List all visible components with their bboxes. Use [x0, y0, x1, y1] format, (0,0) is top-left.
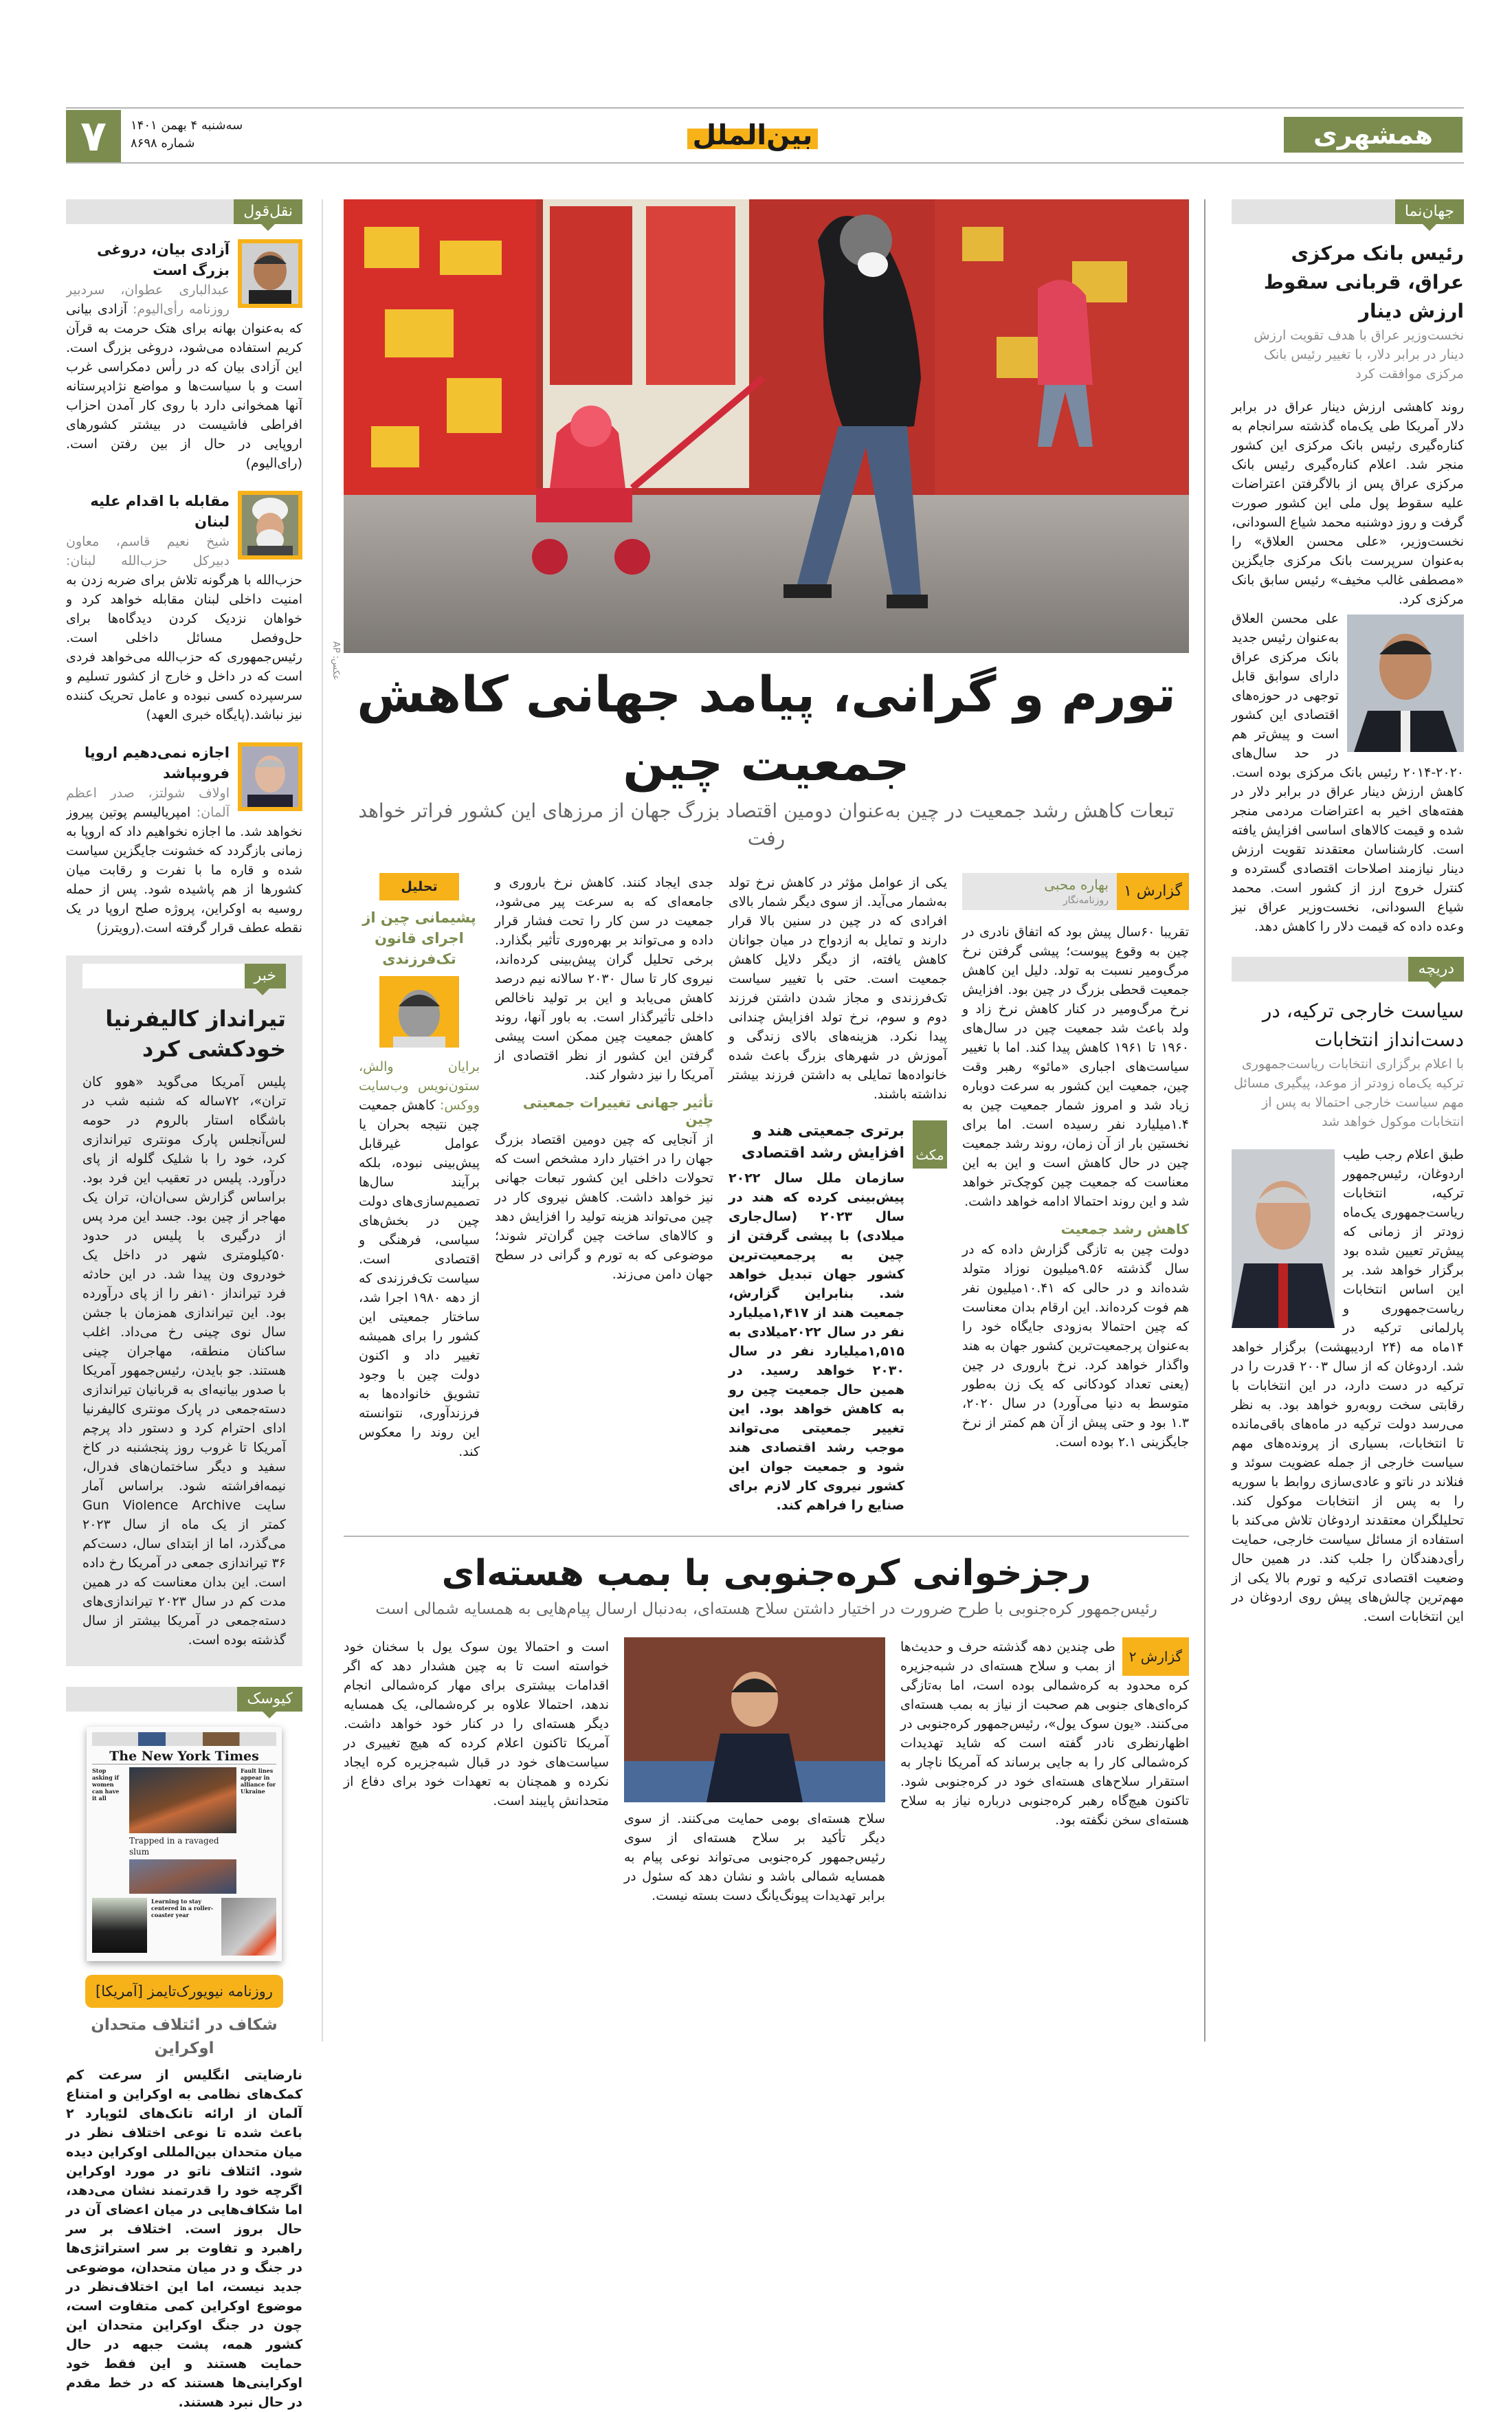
issue-date: سه‌شنبه ۴ بهمن ۱۴۰۱	[131, 118, 243, 133]
main-story-columns	[344, 873, 1189, 1515]
quote-title: مقابله با اقدام علیه لبنان	[90, 493, 230, 530]
analysis-byline: برایان والش، ستون‌نویس وب‌سایت ووکس:	[359, 1059, 480, 1113]
newspaper-logo: همشهری	[1284, 117, 1463, 153]
report1-subheading: کاهش رشد جمعیت	[1060, 1221, 1189, 1237]
quote-speaker: عبدالباری عطوان، سردبیر روزنامه رأی‌الیوم:	[66, 283, 230, 317]
jahannama-section-header	[1232, 199, 1464, 224]
jahannama-body-2: علی محسن العلاق به‌عنوان رئیس جدید بانک مرکزی عراق دارای سوابق قابل توجهی در حوزه‌های اقتصادی این کشور است و پیش‌تر هم در حد سال‌های ۲۰۲۰-۲۰۱۴ رئیس بانک مرکزی بوده است. کاهش ارزش دینار عراق در برابر دلار در هفته‌های اخیر به اعتراضات مردمی منجر شده و قیمت کالاهای اساسی افزایش یافته است. کارشناسان معتقدند تقویت ارزش دینار نیازمند اصلاحات اقتصادی گسترده و کنترل خروج ارز از کشور است. محمد شیاع السودانی، نخست‌وزیر عراق نیز وعده داده که قیمت دلار را کاهش دهد.	[1232, 611, 1464, 934]
nyt-lead-headline: Trapped in a ravaged slum	[129, 1836, 219, 1857]
main-headline: تورم و گرانی، پیامد جهانی کاهش جمعیت چین	[357, 665, 1176, 792]
news-box	[66, 955, 302, 1666]
report1-tag: گزارش ۱	[1117, 873, 1189, 910]
author-name: بهاره محبی	[1044, 876, 1109, 893]
issue-number: شماره ۸۶۹۸	[131, 136, 195, 151]
center-column	[344, 199, 1189, 1905]
quote-body: آزادی بیانی که به‌عنوان بهانه برای هتک حرمت به قرآن کریم استفاده می‌شود، دروغی بزرگ است. این آزادی بیان که در رأس دمکراسی غرب است و با سیاست‌ها و مواضع نژادپرستانه آنها همخوانی دارد با روی کار آمدن احزاب افراطی فاشیست در بیشتر کشورهای اروپایی در حال از بین رفتن است.(رای‌الیوم)	[66, 302, 302, 471]
nyt-lead-photo	[129, 1767, 236, 1833]
quotes-section-header	[66, 199, 302, 224]
nyt-bottom-photo	[92, 1898, 147, 1953]
portrait-atwan	[238, 239, 302, 308]
main-column-2-wrap	[729, 873, 947, 1515]
mokth-content	[729, 1120, 904, 1515]
photo-iraqi-official	[1347, 615, 1464, 752]
news-tag: خبر	[245, 964, 286, 988]
kiosk-section-header	[66, 1687, 302, 1712]
dariche-lead: با اعلام برگزاری انتخابات ریاست‌جمهوری ترکیه یک‌ماه زودتر از موعد، پیگیری مسائل مهم سیاست خارجی احتمالا به پس از انتخابات موکول خواهد شد	[1234, 1056, 1464, 1129]
main-photo-china-new-year	[344, 199, 1189, 653]
quote-text	[66, 532, 302, 724]
korea-headline: رجزخوانی کره‌جنوبی با بمب هسته‌ای	[441, 1553, 1091, 1594]
section-title: بین‌الملل	[687, 118, 818, 153]
quote-item	[66, 239, 302, 473]
quote-item	[66, 491, 302, 724]
report1-body-continued: دولت چین به تازگی گزارش داده که در سال گذشته ۹.۵۶میلیون نوزاد متولد شده‌اند و در حالی که ۱۰.۴۱میلیون نفر هم فوت کرده‌اند. این ارقام بدان معناست که چین احتمالا به‌زودی جایگاه خود را به‌عنوان پرجمعیت‌ترین کشور جهان به هند واگذار خواهد کرد. نرخ باروری در چین (یعنی تعداد کودکانی که یک زن به‌طور متوسط به دنیا می‌آورد) در سال ۲۰۲۰، ۱.۳ بود و حتی پیش از آن هم کمتر از نرخ جایگزینی ۲.۱ بوده است.	[962, 1242, 1189, 1450]
main-column-3-wrap	[495, 873, 713, 1284]
quote-speaker: شیخ نعیم قاسم، معاون دبیرکل حزب‌الله لبنان:	[66, 534, 230, 568]
nyt-second-photo	[129, 1859, 236, 1894]
main-column-2: یکی از عوامل مؤثر در کاهش نرخ تولد به‌شمار می‌آید. از سوی دیگر شمار بالای افرادی که در چین در سنین بالا قرار دارند و تمایل به ازدواج در میان جوانان کاهش یافته، از دیگر دلایل کاهش جمعیت است. حتی با تغییر سیاست تک‌فرزندی و مجاز شدن داشتن فرزند دوم و سوم، نرخ تولد افزایش چندانی پیدا نکرد. هزینه‌های بالای زندگی و آموزش در شهرهای بزرگ باعث شده خانواده‌ها تمایلی به داشتن فرزند بیشتر نداشته باشند.	[729, 875, 947, 1102]
mokth-tag: مکث	[913, 1120, 947, 1169]
nyt-ad-image	[221, 1898, 276, 1956]
analysis-tag: تحلیل	[379, 873, 459, 900]
analysis-body: کاهش جمعیت چین نتیجه بحران یا عوامل غیرقابل پیش‌بینی نبوده، بلکه برآیند سال‌ها تصمیم‌سازی‌های دولت چین در بخش‌های سیاسی، فرهنگی و اقتصادی است. سیاست تک‌فرزندی که از دهه ۱۹۸۰ اجرا شد، ساختار جمعیتی این کشور را برای همیشه تغییر داد و اکنون دولت چین با وجود تشویق خانواده‌ها به فرزندآوری، نتوانسته این روند را معکوس کند.	[359, 1098, 480, 1459]
left-column	[66, 199, 302, 2412]
report1-byline-bar	[962, 873, 1189, 910]
mokth-box	[729, 1120, 947, 1515]
kiosk-paper-name: روزنامه نیویورک‌تایمز [آمریکا]	[85, 1975, 283, 2008]
portrait-scholz	[238, 742, 302, 811]
dariche-tag: دریچه	[1408, 957, 1464, 982]
dariche-body: طبق اعلام رجب طیب اردوغان، رئیس‌جمهور ترکیه، انتخابات ریاست‌جمهوری یک‌ماه زودتر از زمانی که پیش‌تر تعیین شده بود برگزار خواهد شد. بر این اساس انتخابات ریاست‌جمهوری و پارلمانی ترکیه در ۱۴ماه مه (۲۴ اردیبهشت) برگزار خواهد شد. اردوغان که از سال ۲۰۰۳ قدرت را در ترکیه در دست دارد، در این انتخابات با رقابتی سخت روبه‌رو خواهد بود. به نظر می‌رسد دولت ترکیه در ماه‌های باقی‌مانده تا انتخابات، بسیاری از پرونده‌های مهم سیاست خارجی از جمله عضویت سوئد و فنلاند در ناتو و عادی‌سازی روابط با سوریه را به پس از انتخابات موکول کند. تحلیلگران معتقدند اردوغان تلاش می‌کند با استفاده از مسائل سیاست خارجی، حمایت رأی‌دهندگان را جلب کند. در همین حال وضعیت اقتصادی ترکیه و تورم بالا یکی از مهم‌ترین چالش‌های پیش روی اردوغان در این انتخابات است.	[1232, 1147, 1465, 1624]
masthead-bottom-rule	[66, 162, 1464, 164]
kiosk-title: شکاف در ائتلاف متحدان اوکراین	[91, 2016, 278, 2057]
korea-subhead: رئیس‌جمهور کره‌جنوبی با طرح ضرورت در اختیار داشتن سلاح هسته‌ای، به‌دنبال ارسال پیام‌هایی به همسایه شمالی است	[375, 1600, 1157, 1618]
mokth-title: برتری جمعیتی هند و افزایش رشد اقتصادی	[741, 1122, 904, 1162]
korea-middle-column	[624, 1637, 885, 1905]
right-column	[1232, 199, 1464, 1626]
analysis-title: پشیمانی چین از اجرای قانون تک‌فرزندی	[362, 909, 476, 967]
jahannama-title: رئیس بانک مرکزی عراق، قربانی سقوط ارزش دینار	[1263, 242, 1464, 322]
photo-yoon-suk-yeol	[624, 1637, 885, 1802]
mokth-body: سازمان ملل سال ۲۰۲۲ پیش‌بینی کرده که هند در سال ۲۰۲۳ (سال‌جاری میلادی) با پیشی گرفتن از چین به پرجمعیت‌ترین کشور جهان تبدیل خواهد شد. بنابراین گزارش، جمعیت هند از ۱,۴۱۷میلیارد نفر در سال ۲۰۲۲میلادی به ۱,۵۱۵میلیارد نفر در سال ۲۰۳۰ خواهد رسید. در همین حال جمعیت چین رو به کاهش خواهد بود. این تغییر جمعیتی می‌تواند موجب رشد اقتصادی هند شود و جمعیت جوان این کشور نیروی کار لازم برای صنایع را فراهم کند.	[729, 1171, 904, 1513]
jahannama-lead: نخست‌وزیر عراق با هدف تقویت ارزش دینار در برابر دلار، با تغییر رئیس بانک مرکزی موافقت کرد	[1254, 328, 1464, 381]
portrait-qassem	[238, 491, 302, 560]
dariche-title: سیاست خارجی ترکیه، در دست‌انداز انتخابات	[1262, 999, 1464, 1051]
quote-body: امپریالیسم پوتین پیروز نخواهد شد. ما اجازه نخواهیم داد که اروپا به زمانی بازگردد که خشونت جایگزین سیاست شده و قاره ما با نفرت و رقابت میان کشورها از هم پاشیده شود. پس از حمله روسیه به اوکراین، پروژه صلح اروپا در یک نقطه عطف قرار گرفته است.(رویترز)	[66, 805, 302, 936]
column3-subheading: تأثیر جهانی تغییرات جمعیتی چین	[522, 1094, 713, 1127]
korea-column-2: سلاح هسته‌ای بومی حمایت می‌کنند. از سوی دیگر تأکید بر سلاح هسته‌ای از سوی رئیس‌جمهور کره‌جنوبی می‌تواند نوعی پیام به همسایه شمالی باشد و نشان دهد که سئول در برابر تهدیدات پیونگ‌یانگ دست بسته نیست.	[624, 1811, 885, 1903]
jahannama-body: روند کاهشی ارزش دینار عراق در برابر دلار آمریکا طی یک‌ماه گذشته سرانجام به کناره‌گیری رئیس بانک مرکزی این کشور منجر شد. اعلام کناره‌گیری رئیس بانک مرکزی عراق پس از بالاگرفتن اعتراضات علیه سقوط پول ملی این کشور صورت گرفت و روز دوشنبه محمد شیاع السودانی، نخست‌وزیر، «علی محسن العلاق» را به‌عنوان سرپرست بانک مرکزی جایگزین «مصطفی غالب مخیف» رئیس سابق بانک مرکزی کرد.	[1232, 399, 1464, 607]
spacer	[1232, 936, 1464, 957]
nyt-front-page-image	[87, 1727, 282, 1961]
nyt-right-headline: Fault lines appear in alliance for Ukraine	[241, 1767, 276, 1795]
quote-speaker: اولاف شولتز، صدر اعظم آلمان:	[66, 786, 230, 820]
jahannama-tag: جهان‌نما	[1395, 199, 1464, 224]
news-title: تیرانداز کالیفرنیا خودکشی کرد	[105, 1006, 286, 1062]
nyt-masthead: The New York Times	[92, 1749, 276, 1764]
main-subhead: تبعات کاهش رشد جمعیت در چین به‌عنوان دومین اقتصاد بزرگ جهان از مرزهای این کشور فراتر خواهد رفت	[358, 799, 1175, 850]
report1-column	[962, 873, 1189, 1452]
quote-title: اجازه نمی‌دهیم اروپا فروبپاشد	[84, 744, 230, 782]
quote-body: حزب‌الله با هرگونه تلاش برای ضربه زدن به امنیت داخلی لبنان مقابله خواهد کرد و خواهان نزدیک کردن دیدگاه‌ها برای حل‌وفصل مسائل داخلی است. رئیس‌جمهوری که حزب‌الله می‌خواهد فردی است که در داخل و خارج از کشور تسلیم و سرسپرده کسی نبوده و عامل تحریک کننده نیز نباشد.(پایگاه خبری العهد)	[66, 573, 302, 722]
issue-info	[131, 117, 296, 153]
korea-column-1-text: طی چندین دهه گذشته حرف و حدیث‌ها از بمب و سلاح هسته‌ای در شبه‌جزیره کره محدود به کره‌شمالی بوده است، اما به‌تازگی کره‌ای‌های جنوبی هم صحبت از نیاز به بمب هسته‌ای می‌کنند. «یون سوک یول»، رئیس‌جمهور کره‌جنوبی در اظهارنظری نادر گفته است که شاید تهدیدات کره‌شمالی کار را به جایی برساند که آمریکا ناچار به استقرار سلاح‌های هسته‌ای خود در کره‌جنوبی شود. تاکنون هیچ‌گاه رهبر کره‌جنوبی درباره نیاز به سلاح هسته‌ای سخن نگفته بود.	[900, 1639, 1189, 1828]
author-block	[1036, 873, 1117, 910]
report2-tag: گزارش ۲	[1122, 1637, 1189, 1676]
author-role: روزنامه‌نگار	[1063, 895, 1109, 906]
kiosk-body: نارضایتی انگلیس از سرعت کم کمک‌های نظامی به اوکراین و امتناع آلمان از ارائه تانک‌های لئوپارد ۲ باعث شده تا نوعی اختلاف نظر در میان متحدان بین‌المللی اوکراین دیده شود. ائتلاف ناتو در مورد اوکراین اگرچه خود را قدرتمند نشان می‌دهد، اما شکاف‌هایی در میان اعضای آن در حال بروز است. اختلاف بر سر راهبرد و تفاوت بر سر استراتژی‌ها در جنگ و در میان متحدان، موضوعی جدید نیست، اما این اختلاف‌نظر در موضوع اوکراین کمی متفاوت است، چون در جنگ اوکراین متحدان این کشور همه، پشت جبهه در حال حمایت هستند و این فقط خود اوکراینی‌ها هستند که در خط مقدم در حال نبرد هستند.	[66, 2068, 302, 2410]
page-number: ۷	[66, 110, 121, 162]
korea-column-1	[900, 1637, 1189, 1830]
quote-text	[66, 280, 302, 473]
nyt-teasers	[92, 1732, 276, 1746]
report1-body: تقریبا ۶۰سال پیش بود که اتفاق نادری در چین به وقوع پیوست؛ پیشی گرفتن نرخ مرگ‌ومیر نسبت به تولد. دلیل این کاهش جمعیت قحطی بزرگ در چین بود. افزایش نرخ مرگ‌ومیر در کنار کاهش نرخ زاد و ولد باعث شد جمعیت چین در سال‌های ۱۹۶۰ تا ۱۹۶۱ کاهش پیدا کند. اما با تغییر سیاست‌های اجباری «مائو» رهبر وقت چین، جمعیت این کشور به سرعت دوباره زیاد شد و امروز شمار جمعیت چین به ۱.۴میلیارد نفر رسیده است. اما برای نخستین بار از آن زمان، روند رشد جمعیت چین در حال کاهش است و این به این معناست که جمعیت چین کوچک‌تر خواهد شد و این روند احتمالا ادامه خواهد داشت.	[962, 925, 1190, 1209]
korea-column-3: است و احتمالا یون سوک یول با سخنان خود خواسته است تا به چین هشدار دهد که اگر اقدامات بیشتری برای مهار کره‌شمالی انجام ندهد، احتمالا علاوه بر کره‌شمالی، یک همسایه دیگر هسته‌ای را در کنار خود خواهد داشت. آمریکا تاکنون اعلام کرده که هیچ تغییری در سیاست‌های خود در قبال شبه‌جزیره کره ایجاد نکرده و همچنان به تعهدات خود برای دفاع از متحدانش پایبند است.	[344, 1639, 609, 1808]
main-column-3-continued: از آنجایی که چین دومین اقتصاد بزرگ جهان را در اختیار دارد مشخص است که تحولات داخلی این کشور تبعات جهانی نیز خواهد داشت. کاهش نیروی کار در چین می‌تواند هزینه تولید را افزایش دهد و کالاهای ساخت چین گران‌تر شوند؛ موضوعی که به تورم و گرانی در سطح جهان دامن می‌زند.	[495, 1132, 713, 1282]
masthead-top-rule	[66, 107, 1464, 109]
kiosk-tag: کیوسک	[237, 1687, 302, 1712]
dariche-section-header	[1232, 957, 1464, 982]
story-divider	[344, 1536, 1189, 1537]
quotes-tag: نقل‌قول	[234, 199, 302, 224]
quote-item	[66, 742, 302, 938]
quote-title: آزادی بیان، دروغی بزرگ است	[97, 241, 230, 278]
column-divider	[322, 199, 323, 2042]
analysis-column	[359, 873, 480, 1461]
photo-credit: عکس: AP	[331, 641, 341, 681]
main-column-3: جدی ایجاد کنند. کاهش نرخ باروری و جامعه‌ای که به سرعت پیر می‌شود، جمعیت در سن کار را تحت فشار قرار داده و می‌تواند بر بهره‌وری تأثیر بگذارد. برخی تحلیل گران پیش‌بینی کرده‌اند، نیروی کار تا سال ۲۰۳۰ سالانه نیم درصد کاهش می‌یابد و این بر تولید ناخالص داخلی تأثیرگذار است. به باور آنها، روند کاهش جمعیت چین ممکن است پیشی گرفتن این کشور از نظر اقتصادی از آمریکا را نیز دشوار کند.	[495, 875, 713, 1083]
photo-erdogan	[1232, 1149, 1335, 1328]
nyt-left-headline: Stop asking if women can have it all	[92, 1767, 120, 1802]
news-body: پلیس آمریکا می‌گوید «هوو کان تران»، ۷۲ساله که شنبه شب در باشگاه استار بالروم در حومه لس‌آنجلس پارک مونتری تیراندازی کرد، خود را با شلیک گلوله از پای درآورد. پلیس در تعقیب این فرد بود. براساس گزارش سی‌ان‌ان، تران یک مهاجر از چین بود. جسد این مرد پس از درگیری با پلیس در حدود ۵۰کیلومتری شهر در داخل یک خودروی ون پیدا شد. در این حادثه فرد تیرانداز ۱۰نفر را از پای درآورده بود. این تیراندازی همزمان با جشن سال نوی چینی رخ می‌داد. اغلب ساکنان منطقه، مهاجران چینی هستند. جو بایدن، رئیس‌جمهور آمریکا با صدور بیانیه‌ای به قربانیان تیراندازی دسته‌جمعی در پارک مونتری کالیفرنیا ادای احترام کرد و دستور داد پرچم آمریکا تا غروب روز پنجشنبه در کاخ سفید و دیگر ساختمان‌های فدرال، نیمه‌افراشته شود. براساس آمار سایت Gun Violence Archive کمتر از یک ماه از سال ۲۰۲۳ می‌گذرد، اما از ابتدای سال، دست‌کم ۳۶ تیراندازی جمعی در آمریکا رخ داده است. این بدان معناست که در همین مدت کم در سال ۲۰۲۳ تیراندازی‌های دسته‌جمعی در آمریکا بیشتر از سال گذشته بوده است.	[82, 1074, 286, 1648]
column-divider	[1204, 199, 1205, 2042]
korea-columns	[344, 1637, 1189, 1905]
analysis-text	[359, 1057, 480, 1461]
nyt-bottom-headline: Learning to stay centered in a roller-coaster year	[151, 1898, 214, 1918]
news-section-header	[82, 964, 286, 988]
portrait-brian-walsh	[379, 976, 459, 1048]
